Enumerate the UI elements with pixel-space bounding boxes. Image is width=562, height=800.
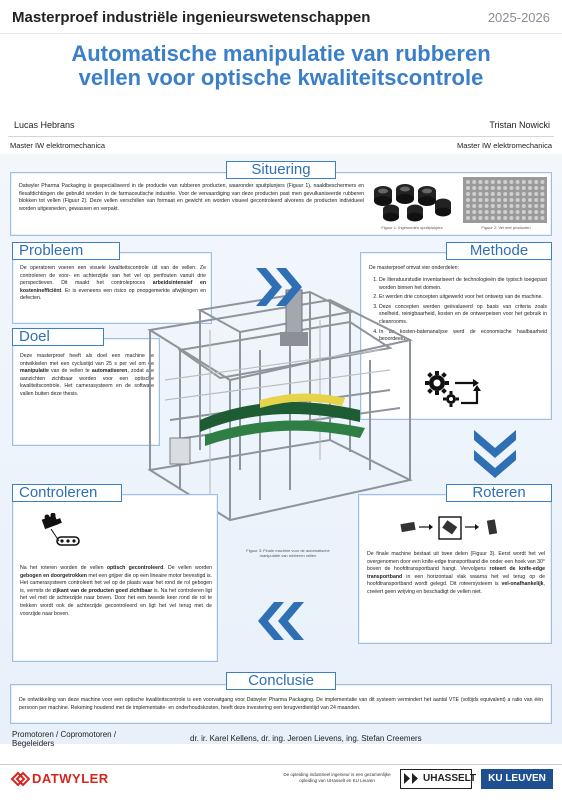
uhasselt-logo-text: UHASSELT bbox=[423, 773, 477, 784]
promotors-names: dr. ir. Karel Kellens, dr. ing. Jeroen Lievens, ing. Stefan Creemers bbox=[190, 734, 422, 743]
situering-box bbox=[10, 172, 552, 236]
degree-left: Master IW elektromechanica bbox=[10, 141, 106, 150]
methode-intro: De masterproef omvat vier onderdelen: bbox=[369, 265, 459, 271]
uhasselt-arrows-icon bbox=[404, 773, 420, 784]
academic-year: 2025-2026 bbox=[487, 10, 550, 25]
poster-title bbox=[14, 42, 548, 90]
methode-item: 1. De literatuurstudie inventariseert de technologieën die typisch toegepast worden binnen het domein. bbox=[379, 277, 547, 292]
figure3-caption: Figuur 3: Finale machine voor de automatische manipulatie van rubberen vellen bbox=[246, 548, 330, 558]
promotors-label-line2: Begeleiders bbox=[12, 739, 55, 748]
program-tagline: De opleiding industrieel ingenieur is een gezamenlijke opleiding van UHasselt en KU Leuven bbox=[283, 772, 391, 783]
controleren-title: Controleren bbox=[12, 484, 122, 502]
roteren-title: Roteren bbox=[446, 484, 552, 502]
chevron-right-icon bbox=[252, 266, 308, 308]
program-title: Masterproef industriële ingenieurswetenschappen bbox=[12, 9, 371, 26]
header-bar bbox=[0, 0, 562, 34]
rotation-steps-icon bbox=[395, 515, 515, 541]
poster-title-line2: vellen voor optische kwaliteitscontrole bbox=[78, 65, 484, 90]
roteren-box bbox=[358, 494, 552, 644]
doel-title: Doel bbox=[12, 328, 104, 346]
figure2-caption: Figuur 2: Vel met producten bbox=[481, 225, 531, 230]
situering-text: Datwyler Pharma Packaging is gespecialiseerd in de productie van rubberen producten, waaronder spuitplunjers (Figuur 1), naaldbeschermers en flesafdichtingen die gebruikt worden in de farmaceutische industrie. Voor de vervaardiging van deze producten past men gevulkaniseerde rubberen blokken tot vellen (Figuur 2). Deze vellen verschillen van formaat en gewicht en worden visueel gecontroleerd alvorens de producten individueel worden uitgesneden, gewassen en verpakt. bbox=[19, 183, 364, 212]
author-left: Lucas Hebrans bbox=[14, 120, 75, 130]
datwyler-logo-icon bbox=[10, 771, 30, 787]
rubber-sheet-image bbox=[461, 175, 549, 225]
roteren-text: De finale machine bestaat uit twee delen (Figuur 3). Eerst wordt het vel overgenomen door een knife-edge transportband die onder een hoek van 30° boven de hoofdtransportband hangt. Vervolgens roteert de knife-edge transportband in een horizontaal vlak waarna het vel terug op de hoofdtransportband wordt gelegd. Dit roteersysteem is vel-onafhankelijk, creëert geen wrijving en beschadigt de vellen niet. bbox=[367, 551, 545, 595]
conclusie-text: De ontwikkeling van deze machine voor een optische kwaliteitscontrole is een voorvaitgang voor Datwyler Pharma Packaging. De implementatie van dit systeem vermindert het aantal VTE (voltijds equivalent) a ratio van één persoon per machine. Rekening houdend met de implementatie- en onderhoudskosten, heeft deze investering een terugverdientijd van 24 maanden. bbox=[19, 697, 543, 711]
datwyler-logo: DATWYLER bbox=[32, 771, 109, 786]
promotors-label bbox=[12, 730, 116, 748]
uhasselt-logo bbox=[400, 769, 477, 789]
methode-item: 3. Deze concepten werden geëvalueerd op basis van criteria zoals snelheid, reinigbaarheid, kosten en de ontwerpeisen voor het gebruik in cleanrooms. bbox=[379, 304, 547, 327]
controleren-text: Na het roteren worden de vellen optisch gecontroleerd. De vellen worden gebogen en doorgetrokken met een grijper die op een lineaire motor bevestigd is. Het camerasysteem controleert het vel op de plaats waar het rond de rol gebogen is, vermits de zijkant van de producten goed zichtbaar is. Na het controleren ligt het vel met de achterzijde naar boven. Door het een tweede keer rond de rol te trekken wordt ook de achterzijde gecontroleerd en ligt het vel terug met de voorzijde naar boven. bbox=[20, 565, 213, 617]
figure1-caption: Figuur 1: Ingesneden spuitplunjers bbox=[381, 225, 443, 230]
conclusie-title: Conclusie bbox=[226, 672, 336, 690]
kuleuven-logo: KU LEUVEN bbox=[481, 769, 553, 789]
author-right: Tristan Nowicki bbox=[489, 120, 550, 130]
methode-title: Methode bbox=[446, 242, 552, 260]
poster-title-line1: Automatische manipulatie van rubberen bbox=[71, 41, 491, 66]
chevron-down-icon bbox=[472, 428, 518, 480]
divider bbox=[8, 136, 554, 137]
conclusie-box bbox=[10, 684, 552, 724]
probleem-text: De operatoren voeren een visuele kwaliteitscontrole uit van de vellen. Ze controleren de voor- en achterzijde van het vel op perifouten vanuit drie perspectieven. Dit maakt het controleproces arbeidsintensief en kosteninefficiënt. Er is eveneens een risico op onopgemerkte afwijkingen en defecten. bbox=[20, 265, 206, 302]
methode-item: 4. In de kosten-batenanalyse werd de economische haalbaarheid beoordeeld. bbox=[379, 329, 547, 344]
promotors-label-line1: Promotoren / Copromotoren / bbox=[12, 730, 117, 739]
situering-title: Situering bbox=[226, 161, 336, 179]
controleren-box bbox=[12, 494, 218, 662]
doel-text: Deze masterproef heeft als doel een machine te ontwikkelen met een cyclustijd van 25 s per vel om de manipulatie van de vellen te automatiseren, zodat alle aanzichten zichtbaar worden voor een optische kwaliteitscontrole. Het camerasysteem en de software vallen buiten deze thesis. bbox=[20, 353, 154, 397]
methode-item: 2. Er werden drie concepten uitgewerkt voor het ontwerp van de machine. bbox=[379, 294, 547, 302]
camera-conveyor-icon bbox=[37, 513, 81, 549]
plungers-image bbox=[371, 177, 453, 223]
chevron-left-icon bbox=[252, 600, 308, 642]
probleem-title: Probleem bbox=[12, 242, 120, 260]
degree-right: Master IW elektromechanica bbox=[456, 141, 552, 150]
